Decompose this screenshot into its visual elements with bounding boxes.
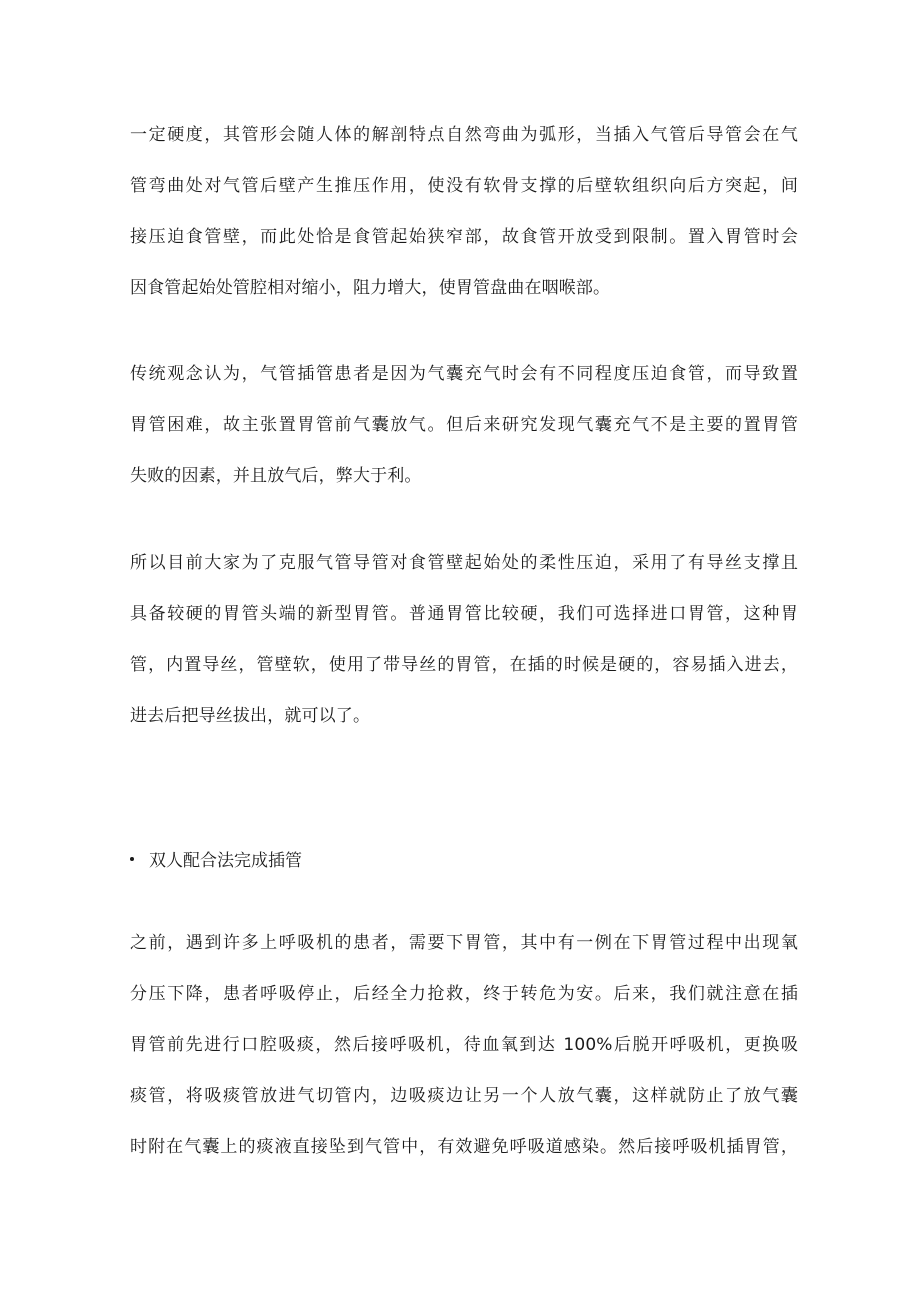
paragraph-line: 之前，遇到许多上呼吸机的患者，需要下胃管，其中有一例在下胃管过程中出现氧 bbox=[130, 933, 798, 953]
paragraph-line: 因食管起始处管腔相对缩小，阻力增大，使胃管盘曲在咽喉部。 bbox=[130, 278, 611, 298]
paragraph-line: 分压下降，患者呼吸停止，后经全力抢救，终于转危为安。后来，我们就注意在插 bbox=[130, 984, 798, 1004]
paragraph-line: 一定硬度，其管形会随人体的解剖特点自然弯曲为弧形，当插入气管后导管会在气 bbox=[130, 125, 798, 145]
paragraph-line: 进去后把导丝拔出，就可以了。 bbox=[130, 706, 371, 726]
paragraph-line: 具备较硬的胃管头端的新型胃管。普通胃管比较硬，我们可选择进口胃管，这种胃 bbox=[130, 604, 798, 624]
paragraph-3 bbox=[130, 538, 798, 742]
bullet-label: 双人配合法完成插管 bbox=[149, 850, 302, 871]
paragraph-line: 接压迫食管壁，而此处恰是食管起始狭窄部，故食管开放受到限制。置入胃管时会 bbox=[130, 227, 798, 247]
paragraph-line: 时附在气囊上的痰液直接坠到气管中，有效避免呼吸道感染。然后接呼吸机插胃管， bbox=[130, 1137, 798, 1157]
bullet-dot-icon bbox=[130, 857, 134, 861]
paragraph-line: 所以目前大家为了克服气管导管对食管壁起始处的柔性压迫，采用了有导丝支撑且 bbox=[130, 553, 798, 573]
paragraph-2 bbox=[130, 349, 798, 502]
paragraph-line: 管弯曲处对气管后壁产生推压作用，使没有软骨支撑的后壁软组织向后方突起，间 bbox=[130, 176, 798, 196]
bullet-item bbox=[130, 838, 302, 878]
paragraph-line: 痰管，将吸痰管放进气切管内，边吸痰边让另一个人放气囊，这样就防止了放气囊 bbox=[130, 1086, 798, 1106]
paragraph-4 bbox=[130, 918, 798, 1173]
paragraph-line: 胃管困难，故主张置胃管前气囊放气。但后来研究发现气囊充气不是主要的置胃管 bbox=[130, 415, 798, 435]
paragraph-1 bbox=[130, 110, 798, 314]
paragraph-line: 胃管前先进行口腔吸痰，然后接呼吸机，待血氧到达 100%后脱开呼吸机，更换吸 bbox=[130, 1035, 798, 1055]
paragraph-line: 管，内置导丝，管壁软，使用了带导丝的胃管，在插的时候是硬的，容易插入进去， bbox=[130, 655, 798, 675]
paragraph-line: 失败的因素，并且放气后，弊大于利。 bbox=[130, 466, 422, 486]
paragraph-line: 传统观念认为，气管插管患者是因为气囊充气时会有不同程度压迫食管，而导致置 bbox=[130, 364, 798, 384]
